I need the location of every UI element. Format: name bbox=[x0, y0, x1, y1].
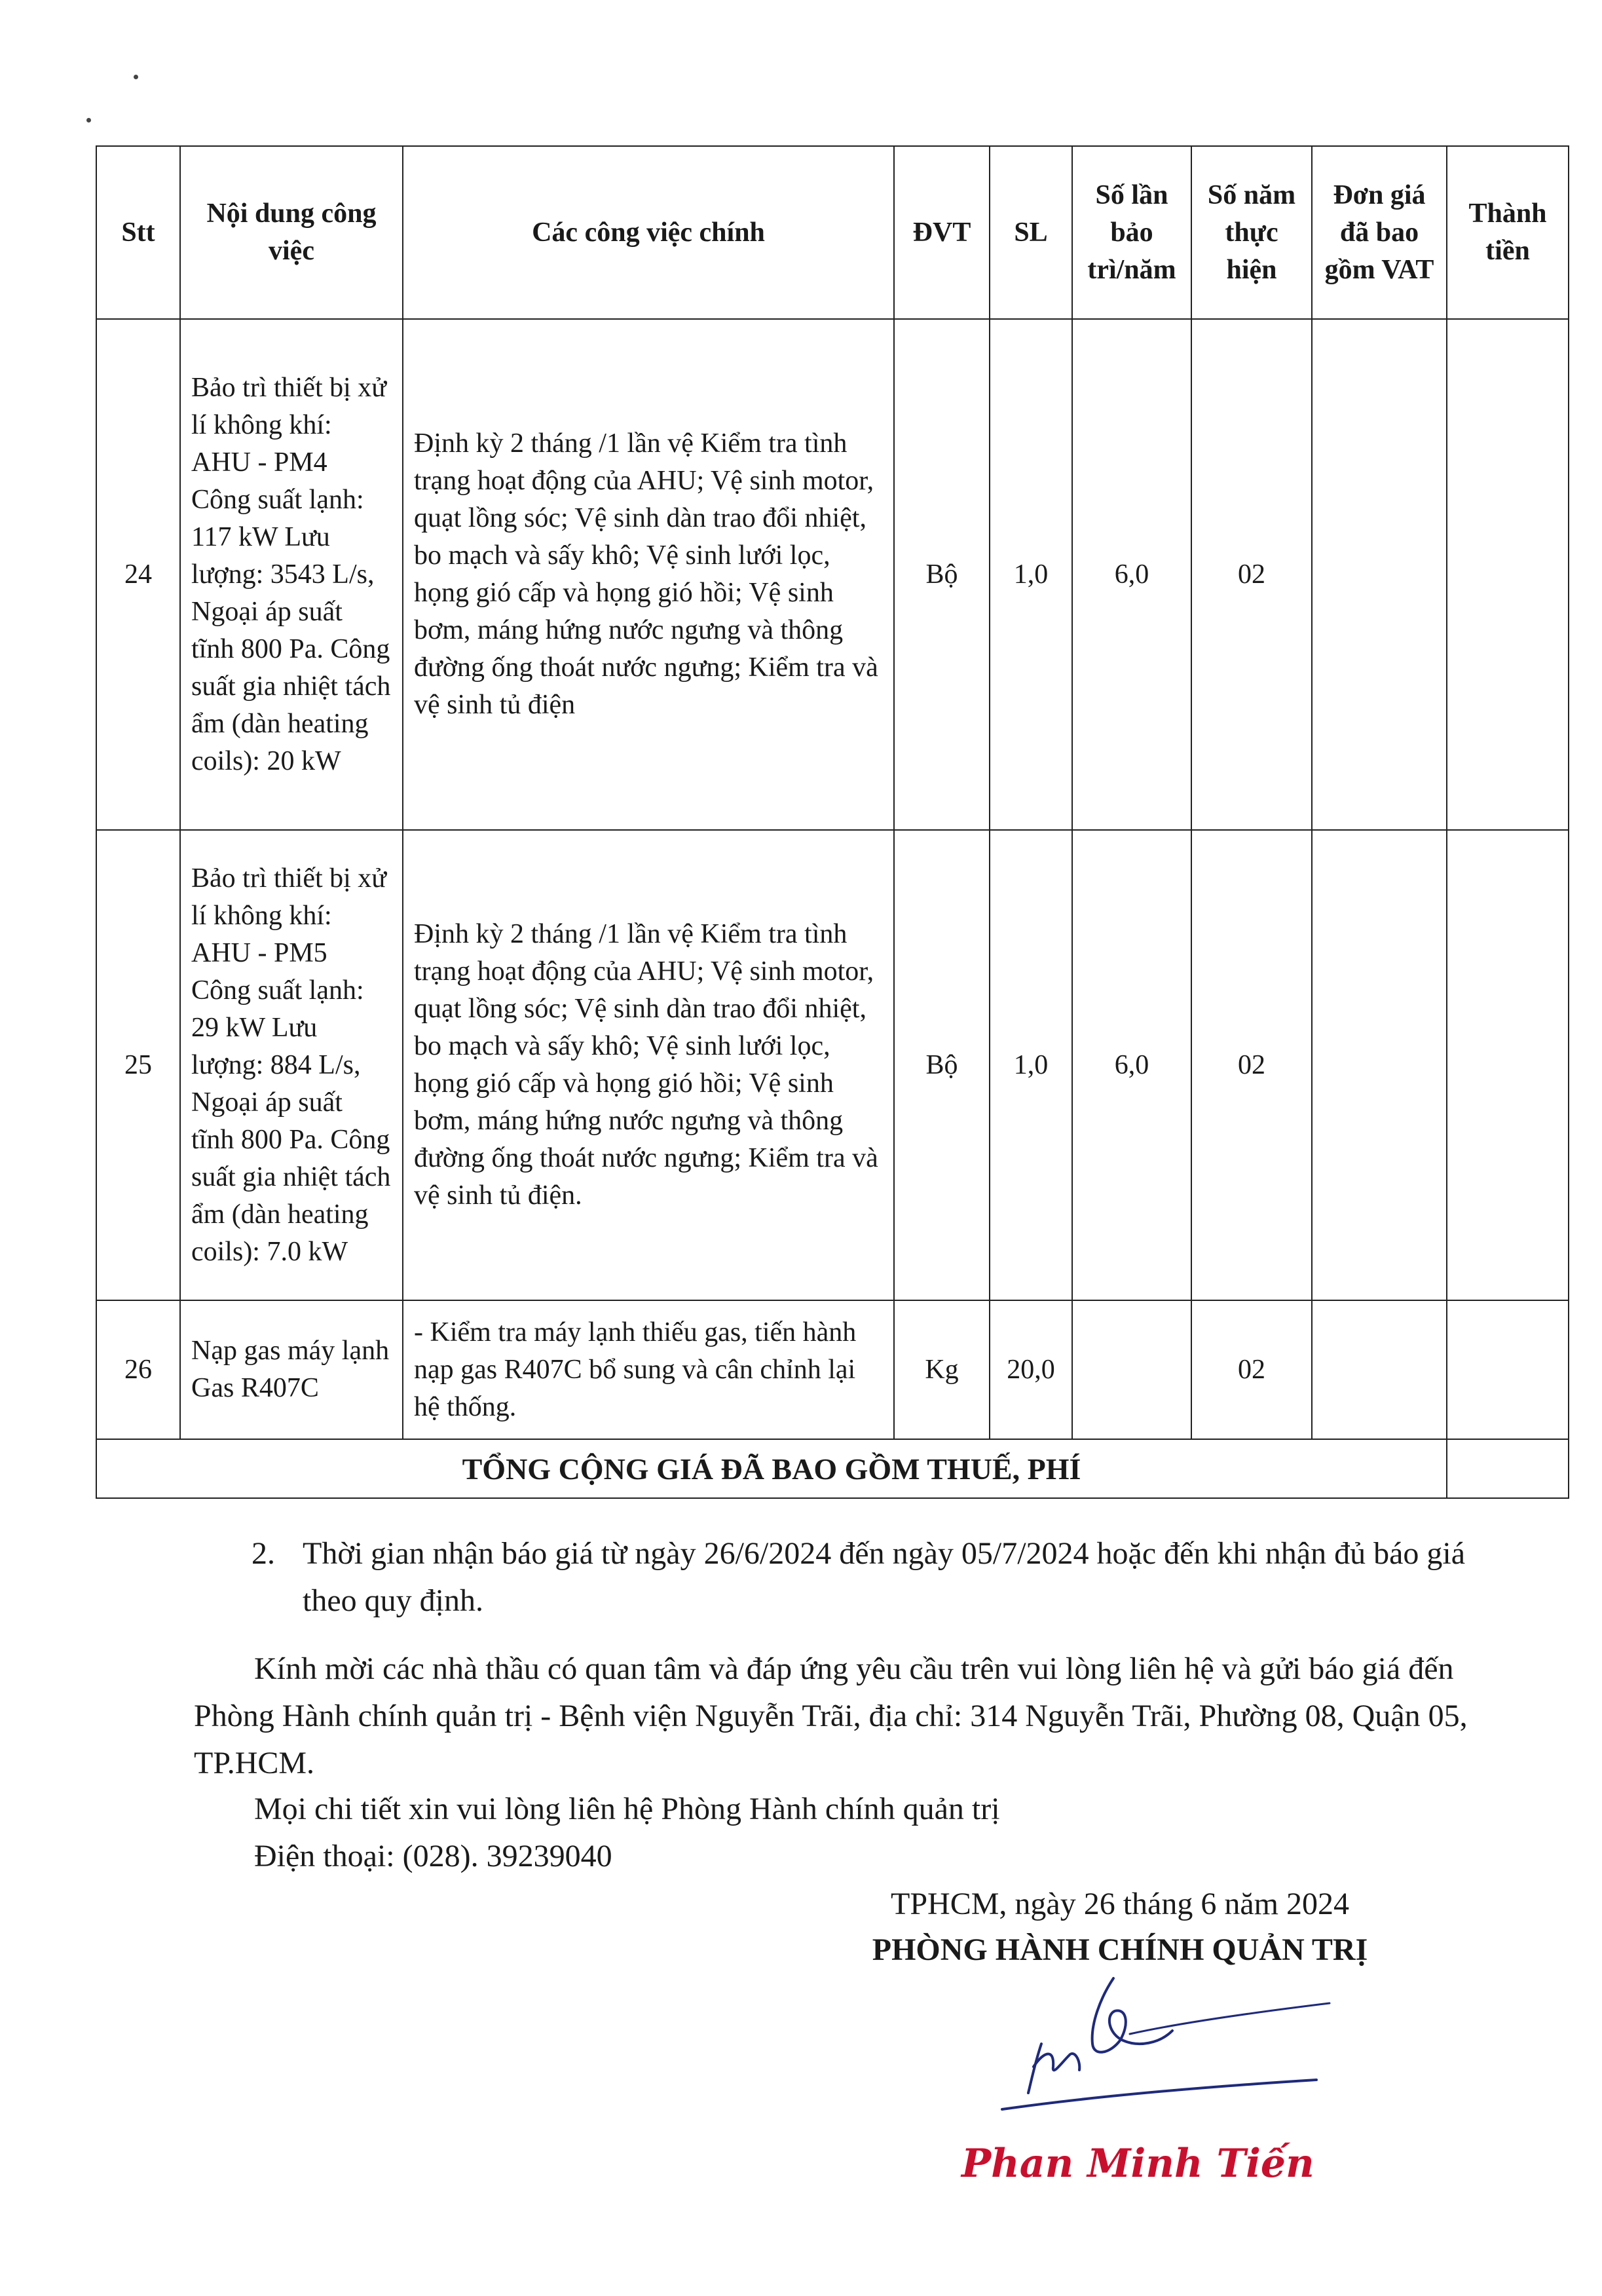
header-qty: SL bbox=[990, 146, 1072, 319]
cell-times-per-year bbox=[1072, 1300, 1191, 1439]
table-row bbox=[96, 830, 1569, 1300]
cell-years: 02 bbox=[1191, 1300, 1312, 1439]
header-content: Nội dung công việc bbox=[180, 146, 403, 319]
header-times-per-year: Số lần bảo trì/năm bbox=[1072, 146, 1191, 319]
cell-tasks: Định kỳ 2 tháng /1 lần vệ Kiểm tra tình trạng hoạt động của AHU; Vệ sinh motor, quạt lồng sóc; Vệ sinh dàn trao đổi nhiệt, bo mạch và sấy khô; Vệ sinh lưới lọc, họng gió cấp và họng gió hồi; Vệ sinh bơm, máng hứng nước ngưng và thông đường ống thoát nước ngưng; Kiểm tra và vệ sinh tủ điện. bbox=[403, 830, 894, 1300]
total-row bbox=[96, 1439, 1569, 1498]
header-years: Số năm thực hiện bbox=[1191, 146, 1312, 319]
cell-qty: 20,0 bbox=[990, 1300, 1072, 1439]
cell-unit: Kg bbox=[894, 1300, 990, 1439]
cell-tasks: - Kiểm tra máy lạnh thiếu gas, tiến hành nạp gas R407C bổ sung và cân chỉnh lại hệ thống. bbox=[403, 1300, 894, 1439]
item-2-number: 2. bbox=[251, 1536, 275, 1571]
signature-block bbox=[819, 1881, 1421, 1973]
header-stt: Stt bbox=[96, 146, 180, 319]
cell-years: 02 bbox=[1191, 319, 1312, 830]
header-total: Thành tiền bbox=[1447, 146, 1569, 319]
total-value bbox=[1447, 1439, 1569, 1498]
table-header-row bbox=[96, 146, 1569, 319]
item-2-text: Thời gian nhận báo giá từ ngày 26/6/2024 đến ngày 05/7/2024 hoặc đến khi nhận đủ báo giá theo quy định. bbox=[303, 1536, 1466, 1618]
scan-speck bbox=[134, 75, 138, 79]
header-tasks: Các công việc chính bbox=[403, 146, 894, 319]
cell-qty: 1,0 bbox=[990, 319, 1072, 830]
handwritten-signature bbox=[963, 1972, 1343, 2122]
cell-years: 02 bbox=[1191, 830, 1312, 1300]
cell-unit: Bộ bbox=[894, 319, 990, 830]
table-row bbox=[96, 319, 1569, 830]
total-label: TỔNG CỘNG GIÁ ĐÃ BAO GỒM THUẾ, PHÍ bbox=[96, 1439, 1447, 1498]
cell-unit-price bbox=[1312, 1300, 1447, 1439]
cell-content: Nạp gas máy lạnh Gas R407C bbox=[180, 1300, 403, 1439]
cell-unit-price bbox=[1312, 319, 1447, 830]
phone-line: Điện thoại: (028). 39239040 bbox=[254, 1839, 612, 1873]
cell-tasks: Định kỳ 2 tháng /1 lần vệ Kiểm tra tình trạng hoạt động của AHU; Vệ sinh motor, quạt lồng sóc; Vệ sinh dàn trao đổi nhiệt, bo mạch và sấy khô; Vệ sinh lưới lọc, họng gió cấp và họng gió hồi; Vệ sinh bơm, máng hứng nước ngưng và thông đường ống thoát nước ngưng; Kiểm tra và vệ sinh tủ điện bbox=[403, 319, 894, 830]
cell-stt: 26 bbox=[96, 1300, 180, 1439]
invitation-paragraph: Kính mời các nhà thầu có quan tâm và đáp ứng yêu cầu trên vui lòng liên hệ và gửi báo giá đến Phòng Hành chính quản trị - Bệnh viện Nguyễn Trãi, địa chỉ: 314 Nguyễn Trãi, Phường 08, Quận 05, TP.HCM. bbox=[194, 1651, 1468, 1780]
cell-content: Bảo trì thiết bị xử lí không khí: AHU - PM5 Công suất lạnh: 29 kW Lưu lượng: 884 L/s, Ngoại áp suất tĩnh 800 Pa. Công suất gia nhiệt tách ẩm (dàn heating coils): 7.0 kW bbox=[180, 830, 403, 1300]
signer-name: Phan Minh Tiến bbox=[961, 2141, 1314, 2187]
header-unit-price: Đơn giá đã bao gồm VAT bbox=[1312, 146, 1447, 319]
cell-total bbox=[1447, 319, 1569, 830]
cell-times-per-year: 6,0 bbox=[1072, 319, 1191, 830]
cell-stt: 24 bbox=[96, 319, 180, 830]
cell-unit: Bộ bbox=[894, 830, 990, 1300]
header-unit: ĐVT bbox=[894, 146, 990, 319]
cell-content: Bảo trì thiết bị xử lí không khí: AHU - PM4 Công suất lạnh: 117 kW Lưu lượng: 3543 L/s, Ngoại áp suất tĩnh 800 Pa. Công suất gia nhiệt tách ẩm (dàn heating coils): 20 kW bbox=[180, 319, 403, 830]
cell-times-per-year: 6,0 bbox=[1072, 830, 1191, 1300]
cell-stt: 25 bbox=[96, 830, 180, 1300]
table-row bbox=[96, 1300, 1569, 1439]
contact-line: Mọi chi tiết xin vui lòng liên hệ Phòng Hành chính quản trị bbox=[254, 1792, 1000, 1826]
signing-date: TPHCM, ngày 26 tháng 6 năm 2024 bbox=[891, 1887, 1349, 1921]
cell-total bbox=[1447, 830, 1569, 1300]
signing-department: PHÒNG HÀNH CHÍNH QUẢN TRỊ bbox=[872, 1932, 1368, 1967]
cell-unit-price bbox=[1312, 830, 1447, 1300]
cell-total bbox=[1447, 1300, 1569, 1439]
scan-speck bbox=[86, 118, 91, 122]
cell-qty: 1,0 bbox=[990, 830, 1072, 1300]
quotation-table bbox=[96, 145, 1569, 1499]
